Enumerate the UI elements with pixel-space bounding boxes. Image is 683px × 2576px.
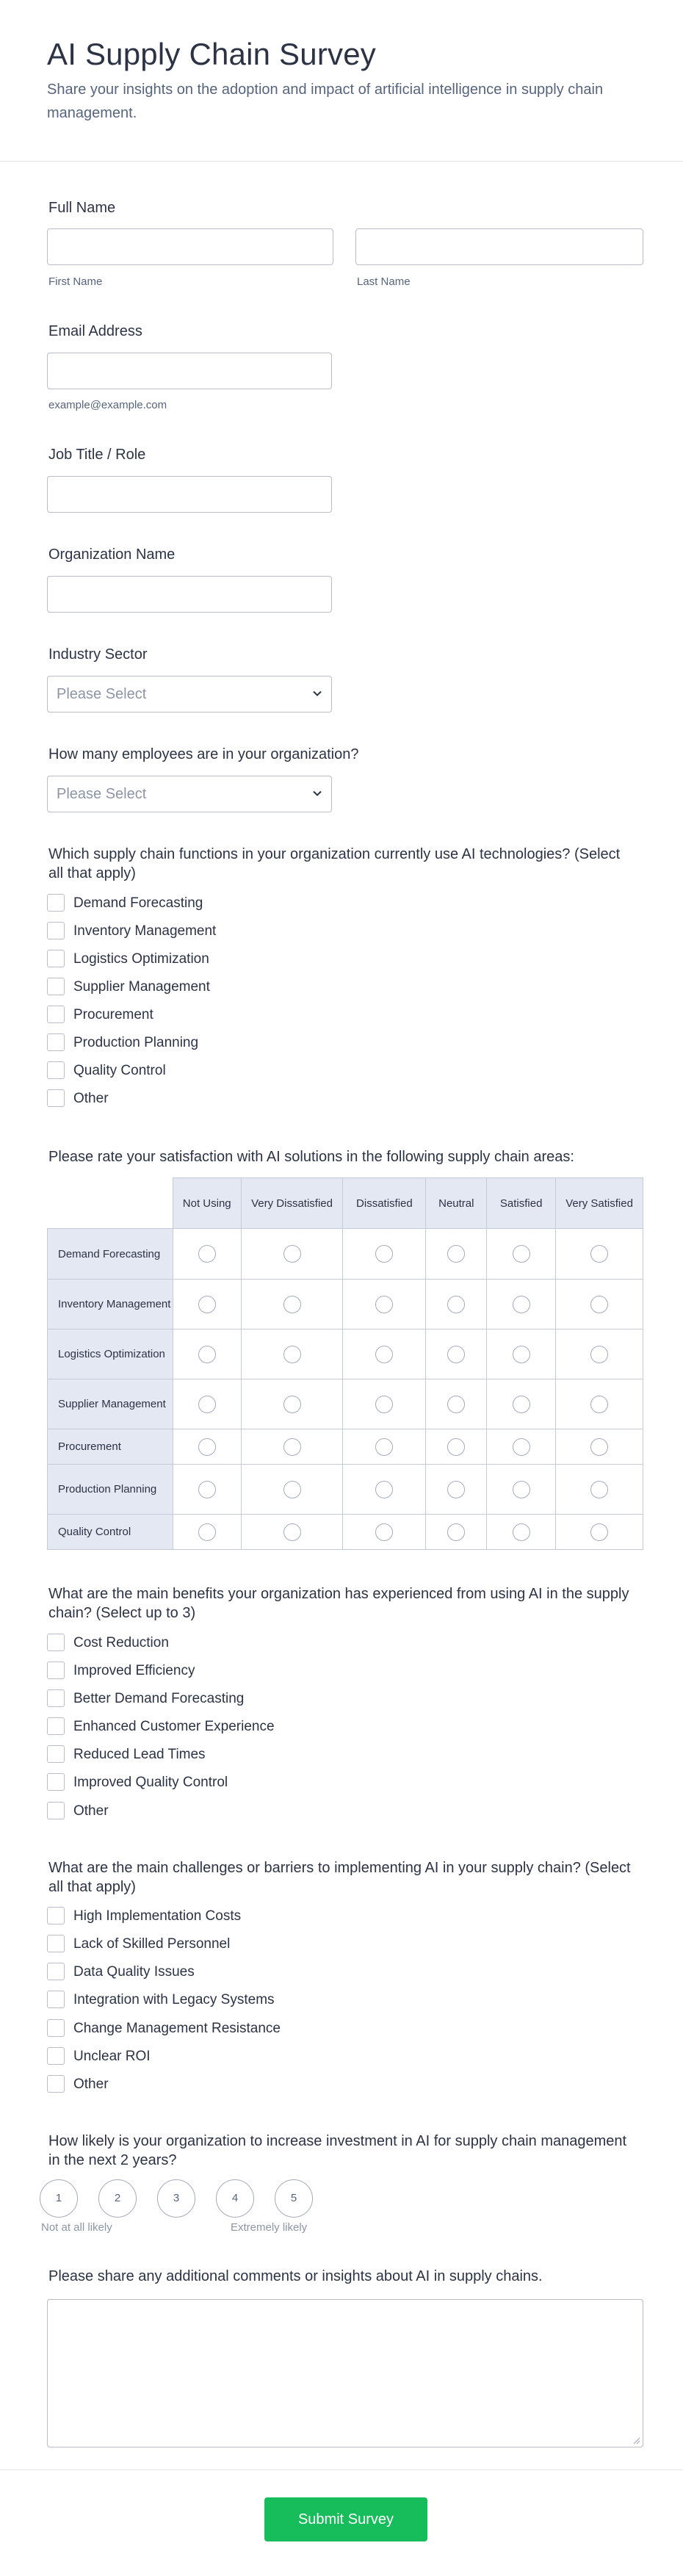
functions-question: Which supply chain functions in your organization currently use AI technologies? (Select all that apply) <box>48 846 621 881</box>
checkbox[interactable] <box>47 1717 65 1735</box>
option-label: Cost Reduction <box>73 1635 169 1650</box>
option-label: Unclear ROI <box>73 2049 151 2064</box>
matrix-column-header: Very Dissatisfied <box>241 1178 343 1229</box>
checkbox[interactable] <box>47 1033 65 1051</box>
benefits-question: What are the main benefits your organization has experienced from using AI in the supply chain? (Select up to 3) <box>48 1586 629 1621</box>
option-label: Lack of Skilled Personnel <box>73 1936 231 1952</box>
chevron-down-icon <box>312 688 322 699</box>
scale-option-4[interactable]: 4 <box>216 2179 254 2218</box>
option-label: Logistics Optimization <box>73 951 209 967</box>
employees-select[interactable] <box>47 776 332 812</box>
radio-button[interactable] <box>513 1346 530 1363</box>
radio-button[interactable] <box>283 1438 301 1456</box>
chevron-down-icon <box>312 788 322 798</box>
satisfaction-question: Please rate your satisfaction with AI solutions in the following supply chain areas: <box>48 1149 574 1165</box>
matrix-row-label: Logistics Optimization <box>48 1330 173 1379</box>
matrix-column-header: Dissatisfied <box>343 1178 426 1229</box>
option-label: Reduced Lead Times <box>73 1747 206 1762</box>
checkbox[interactable] <box>47 1745 65 1763</box>
email-label: Email Address <box>48 323 142 339</box>
option-label: Better Demand Forecasting <box>73 1691 245 1706</box>
radio-button[interactable] <box>375 1396 393 1413</box>
first-name-input[interactable] <box>47 228 333 265</box>
matrix-row <box>48 1280 643 1330</box>
matrix-row <box>48 1515 643 1550</box>
checkbox[interactable] <box>47 2075 65 2093</box>
comments-question: Please share any additional comments or insights about AI in supply chains. <box>48 2268 543 2284</box>
matrix-row <box>48 1465 643 1515</box>
matrix-corner <box>48 1178 173 1229</box>
radio-button[interactable] <box>590 1438 608 1456</box>
matrix-row <box>48 1330 643 1379</box>
checkbox[interactable] <box>47 894 65 912</box>
scale-option-5[interactable]: 5 <box>275 2179 313 2218</box>
radio-button[interactable] <box>283 1245 301 1263</box>
scale-option-2[interactable]: 2 <box>98 2179 137 2218</box>
option-label: Other <box>73 1091 109 1106</box>
matrix-row <box>48 1429 643 1465</box>
scale-high-label: Extremely likely <box>231 2221 308 2234</box>
option-label: High Implementation Costs <box>73 1908 242 1924</box>
email-input[interactable] <box>47 353 332 389</box>
radio-button[interactable] <box>513 1523 530 1541</box>
option-label: Production Planning <box>73 1035 199 1050</box>
checkbox[interactable] <box>47 1773 65 1791</box>
option-label: Other <box>73 2077 109 2092</box>
checkbox[interactable] <box>47 1963 65 1980</box>
option-label: Procurement <box>73 1007 153 1022</box>
industry-select[interactable] <box>47 676 332 712</box>
organization-input[interactable] <box>47 576 332 613</box>
radio-button[interactable] <box>375 1438 393 1456</box>
radio-button[interactable] <box>447 1438 465 1456</box>
radio-button[interactable] <box>513 1396 530 1413</box>
full-name-label: Full Name <box>48 200 116 216</box>
radio-button[interactable] <box>375 1346 393 1363</box>
option-label: Improved Efficiency <box>73 1663 195 1678</box>
radio-button[interactable] <box>447 1346 465 1363</box>
radio-button[interactable] <box>513 1438 530 1456</box>
matrix-row-label: Production Planning <box>48 1465 173 1515</box>
resize-handle-icon[interactable] <box>633 2437 640 2445</box>
radio-button[interactable] <box>283 1346 301 1363</box>
job-title-label: Job Title / Role <box>48 447 146 463</box>
email-sublabel: example@example.com <box>48 399 167 411</box>
submit-button[interactable]: Submit Survey <box>264 2497 427 2541</box>
challenges-question: What are the main challenges or barriers to implementing AI in your supply chain? (Select all that apply) <box>48 1860 631 1895</box>
radio-button[interactable] <box>590 1523 608 1541</box>
radio-button[interactable] <box>513 1296 530 1313</box>
matrix-row-label: Procurement <box>48 1429 173 1465</box>
radio-button[interactable] <box>375 1296 393 1313</box>
checkbox[interactable] <box>47 1634 65 1651</box>
checkbox[interactable] <box>47 1006 65 1023</box>
radio-button[interactable] <box>590 1481 608 1498</box>
matrix-row <box>48 1229 643 1280</box>
matrix-column-header: Not Using <box>173 1178 241 1229</box>
job-title-input[interactable] <box>47 476 332 513</box>
radio-button[interactable] <box>590 1346 608 1363</box>
checkbox[interactable] <box>47 1662 65 1679</box>
option-label: Demand Forecasting <box>73 895 203 911</box>
option-label: Inventory Management <box>73 923 217 939</box>
radio-button[interactable] <box>198 1481 216 1498</box>
option-label: Data Quality Issues <box>73 1964 195 1980</box>
option-label: Other <box>73 1803 109 1819</box>
matrix-row-label: Demand Forecasting <box>48 1229 173 1280</box>
employees-placeholder: Please Select <box>57 786 147 802</box>
page-subtitle: Share your insights on the adoption and impact of artificial intelligence in supply chain management. <box>47 82 604 121</box>
matrix-row-label: Supplier Management <box>48 1379 173 1429</box>
matrix-column-header: Satisfied <box>487 1178 556 1229</box>
scale-option-1[interactable]: 1 <box>40 2179 78 2218</box>
option-label: Quality Control <box>73 1063 166 1078</box>
radio-button[interactable] <box>283 1396 301 1413</box>
scale-option-3[interactable]: 3 <box>157 2179 195 2218</box>
radio-button[interactable] <box>447 1481 465 1498</box>
radio-button[interactable] <box>590 1396 608 1413</box>
checkbox[interactable] <box>47 1802 65 1819</box>
form-header <box>0 0 683 162</box>
option-label: Change Management Resistance <box>73 2021 281 2036</box>
checkbox[interactable] <box>47 1089 65 1107</box>
radio-button[interactable] <box>283 1523 301 1541</box>
last-name-sublabel: Last Name <box>357 275 411 288</box>
option-label: Supplier Management <box>73 979 210 995</box>
radio-button[interactable] <box>375 1523 393 1541</box>
radio-button[interactable] <box>375 1245 393 1263</box>
radio-button[interactable] <box>198 1523 216 1541</box>
organization-label: Organization Name <box>48 546 176 563</box>
employees-label: How many employees are in your organization? <box>48 746 359 762</box>
matrix-column-header: Neutral <box>426 1178 487 1229</box>
checkbox[interactable] <box>47 1991 65 2008</box>
radio-button[interactable] <box>198 1245 216 1263</box>
option-label: Integration with Legacy Systems <box>73 1992 275 2007</box>
footer-divider <box>0 2469 683 2470</box>
checkbox[interactable] <box>47 2019 65 2037</box>
radio-button[interactable] <box>513 1481 530 1498</box>
checkbox[interactable] <box>47 950 65 967</box>
radio-button[interactable] <box>447 1396 465 1413</box>
radio-button[interactable] <box>198 1438 216 1456</box>
checkbox[interactable] <box>47 978 65 995</box>
checkbox[interactable] <box>47 1907 65 1924</box>
radio-button[interactable] <box>447 1296 465 1313</box>
option-label: Improved Quality Control <box>73 1775 228 1790</box>
industry-label: Industry Sector <box>48 646 148 663</box>
matrix-row <box>48 1379 643 1429</box>
checkbox[interactable] <box>47 1935 65 1952</box>
radio-button[interactable] <box>198 1396 216 1413</box>
matrix-row-label: Quality Control <box>48 1515 173 1550</box>
checkbox[interactable] <box>47 1689 65 1707</box>
checkbox[interactable] <box>47 2047 65 2065</box>
matrix-row-label: Inventory Management <box>48 1280 173 1330</box>
radio-button[interactable] <box>198 1346 216 1363</box>
satisfaction-matrix <box>47 1177 643 1550</box>
page-title: AI Supply Chain Survey <box>47 37 376 71</box>
radio-button[interactable] <box>590 1296 608 1313</box>
checkbox[interactable] <box>47 922 65 939</box>
radio-button[interactable] <box>283 1481 301 1498</box>
investment-question: How likely is your organization to increase investment in AI for supply chain management in the next 2 years? <box>48 2133 627 2168</box>
matrix-column-header: Very Satisfied <box>556 1178 643 1229</box>
radio-button[interactable] <box>590 1245 608 1263</box>
radio-button[interactable] <box>198 1296 216 1313</box>
radio-button[interactable] <box>375 1481 393 1498</box>
radio-button[interactable] <box>447 1245 465 1263</box>
first-name-sublabel: First Name <box>48 275 103 288</box>
industry-placeholder: Please Select <box>57 686 147 702</box>
radio-button[interactable] <box>447 1523 465 1541</box>
radio-button[interactable] <box>513 1245 530 1263</box>
comments-textarea[interactable] <box>47 2299 643 2447</box>
option-label: Enhanced Customer Experience <box>73 1719 275 1734</box>
scale-low-label: Not at all likely <box>41 2221 112 2234</box>
last-name-input[interactable] <box>355 228 643 265</box>
radio-button[interactable] <box>283 1296 301 1313</box>
checkbox[interactable] <box>47 1061 65 1079</box>
